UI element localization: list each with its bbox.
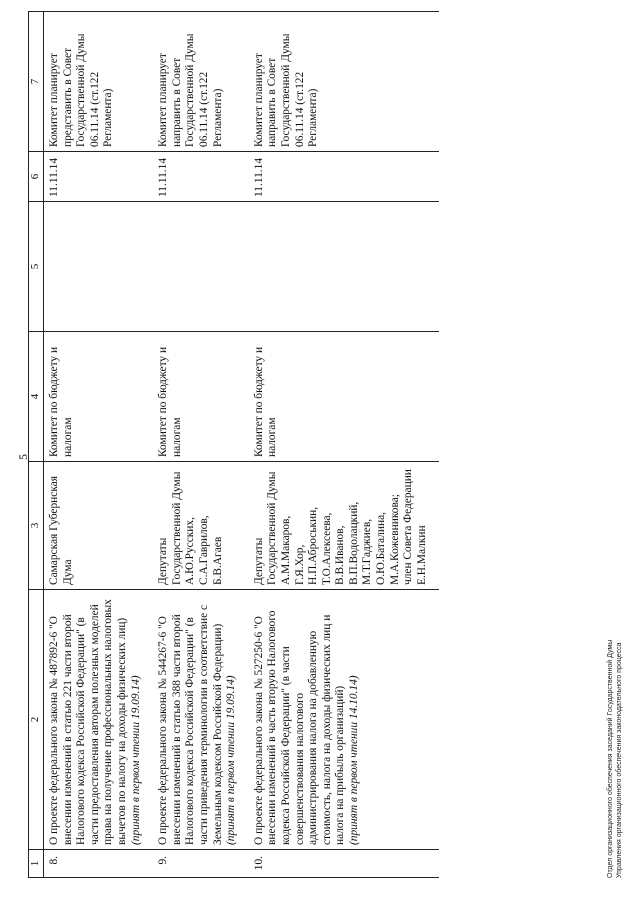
column-header: 5	[29, 202, 44, 332]
bill-description	[249, 590, 440, 850]
footer-note	[606, 640, 624, 878]
page-number: 5	[16, 454, 30, 460]
footer-line: Отдел организационного обеспечения заседаний Государственной Думы	[607, 639, 614, 878]
initiator: Депутаты Государственной Думы А.Ю.Русских, С.А.Гаврилов, Б.В.Агаев	[153, 462, 249, 590]
initiator: Самарская Губернская Дума	[44, 462, 154, 590]
date: 11.11.14	[153, 152, 249, 202]
table-row	[153, 12, 249, 878]
column-header: 6	[29, 152, 44, 202]
column-header: 2	[29, 590, 44, 850]
status: Комитет планирует представить в Совет Государственной Думы 06.11.14 (ст.122 Регламента)	[44, 12, 154, 152]
header-row	[29, 12, 44, 878]
bill-title: О проекте федерального закона № 544267-6 "О внесении изменений в статью 388 части второй Налогового кодекса Российской Федерации" (в части приведения терминологии в соответствие с Земельным кодексом Российской Федерации)	[157, 604, 224, 845]
bill-description	[44, 590, 154, 850]
bill-description	[153, 590, 249, 850]
table-row	[249, 12, 440, 878]
bill-title: О проекте федерального закона № 487892-6 "О внесении изменений в статью 221 части второй Налогового кодекса Российской Федерации" (в части предоставления авторам полезных моделей права на получение профессиональных налоговых вычетов по налогу на доходы физических лиц)	[48, 599, 128, 845]
rotated-sheet	[10, 10, 630, 890]
status: Комитет планирует направить в Совет Государственной Думы 06.11.14 (ст.122 Регламента)	[249, 12, 440, 152]
column-header: 1	[29, 850, 44, 878]
committee: Комитет по бюджету и налогам	[153, 332, 249, 462]
bills-table	[28, 11, 439, 878]
committee: Комитет по бюджету и налогам	[44, 332, 154, 462]
bill-title: О проекте федерального закона № 527250-6 "О внесении изменений в часть вторую Налогового кодекса Российской Федерации" (в части совершенствования налогового администрирования налога на добавленную стоимость, налога на доходы физических лиц и налога на прибыль организаций)	[252, 610, 347, 845]
date: 11.11.14	[44, 152, 154, 202]
column-5-cell	[249, 202, 440, 332]
initiator: Депутаты Государственной Думы А.М.Макаров, Г.Я.Хор, Н.П.Аброськин, Т.О.Алексеева, В.В.Иванов, В.П.Водолацкий, М.Т.Гаджиев, О.Ю.Баталина, М.А.Кожевникова; член Совета Федерации Е.Н.Малкин	[249, 462, 440, 590]
status: Комитет планирует направить в Совет Государственной Думы 06.11.14 (ст.122 Регламента)	[153, 12, 249, 152]
reading-note: (принят в первом чтении 19.09.14)	[225, 675, 238, 845]
reading-note: (принят в первом чтении 14.10.14)	[347, 675, 360, 845]
row-number: 8.	[44, 850, 154, 878]
reading-note: (принят в первом чтении 19.09.14)	[129, 675, 142, 845]
column-5-cell	[153, 202, 249, 332]
date: 11.11.14	[249, 152, 440, 202]
column-header: 3	[29, 462, 44, 590]
row-number: 10.	[249, 850, 440, 878]
column-5-cell	[44, 202, 154, 332]
row-number: 9.	[153, 850, 249, 878]
column-header: 4	[29, 332, 44, 462]
column-header: 7	[29, 12, 44, 152]
table-row	[44, 12, 154, 878]
footer-line: Управления организационного обеспечения законодательного процесса	[616, 642, 623, 878]
committee: Комитет по бюджету и налогам	[249, 332, 440, 462]
